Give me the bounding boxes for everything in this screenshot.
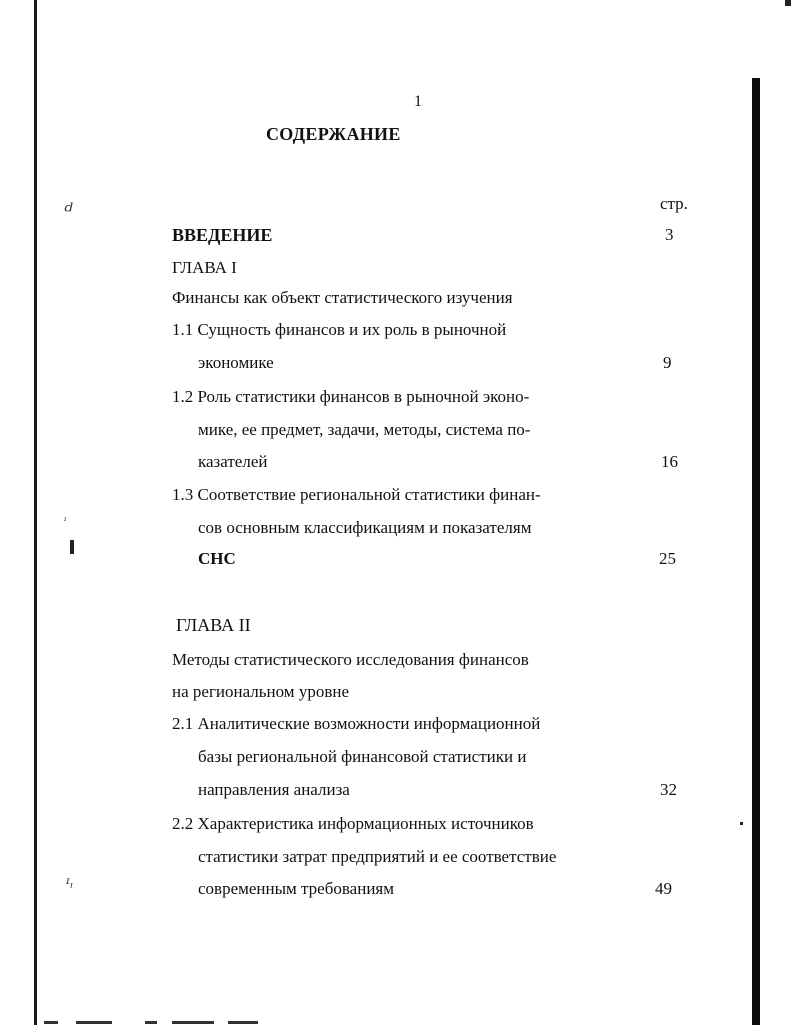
toc-s12-page: 16 [661,452,678,471]
handwritten-margin-mark: ᵈ [64,200,73,225]
toc-chapter2-title-line1: Методы статистического исследования финансов [172,650,529,669]
scan-bottom-mark [44,1021,58,1024]
scan-speck [785,0,791,6]
right-scan-edge [752,78,760,1025]
page-column-label: стр. [660,194,688,213]
toc-chapter1-heading: ГЛАВА I [172,258,237,277]
toc-chapter2-heading: ГЛАВА II [176,615,251,635]
page-title: СОДЕРЖАНИЕ [266,124,401,144]
toc-s22-page: 49 [655,879,672,898]
toc-intro-label: ВВЕДЕНИЕ [172,225,273,245]
scan-bottom-mark [172,1021,214,1024]
handwritten-margin-mark: ᶦ [66,874,70,895]
toc-s22-line1: 2.2 Характеристика информационных источников [172,814,534,833]
toc-s11-line2: экономике [198,353,274,372]
scan-bottom-mark [228,1021,258,1024]
toc-s21-line1: 2.1 Аналитические возможности информационной [172,714,541,733]
scan-speck [70,540,74,554]
left-scan-edge [34,0,37,1025]
handwritten-margin-mark: ᶦ [70,880,73,896]
scan-bottom-mark [145,1021,157,1024]
toc-chapter1-title: Финансы как объект статистического изучения [172,288,513,307]
toc-s13-page: 25 [659,549,676,568]
toc-s13-line3: СНС [198,549,236,568]
scan-bottom-mark [76,1021,112,1024]
toc-s22-line2: статистики затрат предприятий и ее соответствие [198,847,557,866]
toc-s12-line2: мике, ее предмет, задачи, методы, система по- [198,420,531,439]
toc-s13-line2: сов основным классификациям и показателям [198,518,532,537]
toc-s12-line3: казателей [198,452,268,471]
toc-intro-page: 3 [665,225,674,244]
toc-s13-line1: 1.3 Соответствие региональной статистики финан- [172,485,541,504]
toc-chapter2-title-line2: на региональном уровне [172,682,349,701]
toc-s12-line1: 1.2 Роль статистики финансов в рыночной эконо- [172,387,530,406]
toc-s21-line3: направления анализа [198,780,350,799]
toc-s22-line3: современным требованиям [198,879,394,898]
toc-s11-line1: 1.1 Сущность финансов и их роль в рыночной [172,320,507,339]
handwritten-margin-mark: ᶦ [64,514,67,528]
toc-s21-line2: базы региональной финансовой статистики и [198,747,527,766]
toc-s11-page: 9 [663,353,672,372]
page-number: 1 [414,93,422,110]
scan-speck [740,822,743,825]
toc-s21-page: 32 [660,780,677,799]
